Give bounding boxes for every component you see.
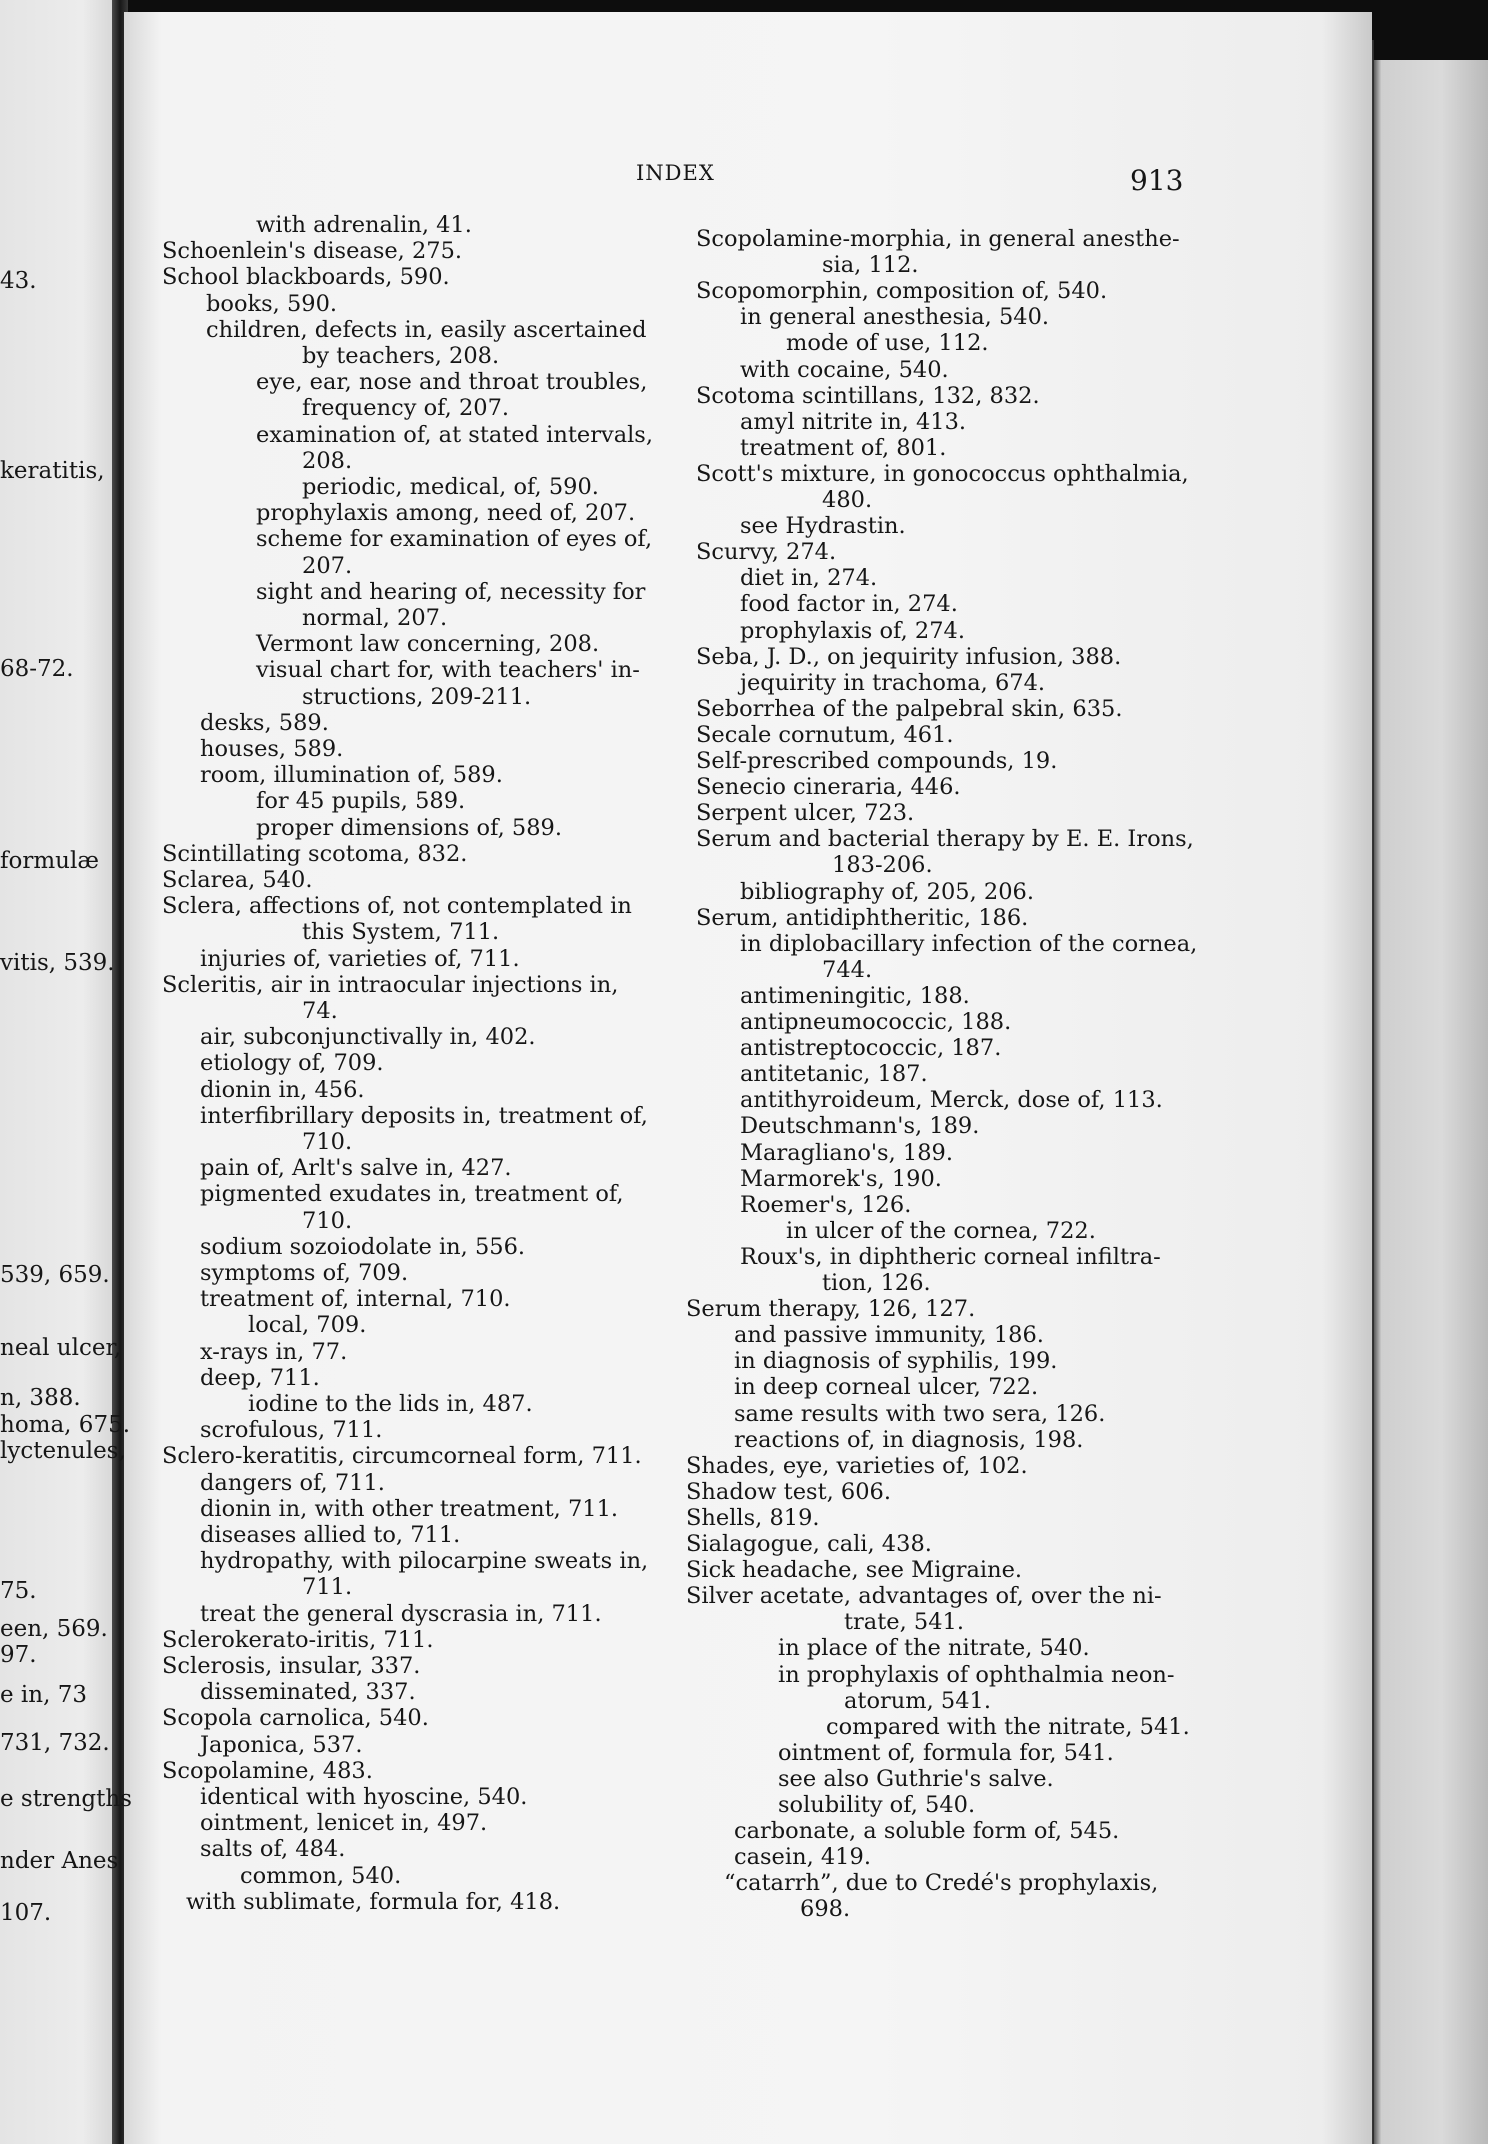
- index-entry: Japonica, 537.: [200, 1731, 363, 1758]
- index-entry: in diplobacillary infection of the cornea,: [740, 930, 1198, 957]
- index-entry: Shells, 819.: [686, 1504, 820, 1531]
- index-entry: by teachers, 208.: [302, 343, 500, 369]
- index-entry: symptoms of, 709.: [200, 1260, 409, 1286]
- prev-page-fragment: een, 569.: [0, 1616, 108, 1642]
- index-entry: Maragliano's, 189.: [740, 1139, 954, 1166]
- prev-page-fragment: 107.: [0, 1900, 52, 1926]
- index-entry: Scotoma scintillans, 132, 832.: [696, 382, 1040, 409]
- index-entry: mode of use, 112.: [786, 330, 989, 357]
- index-entry: dionin in, with other treatment, 711.: [200, 1495, 619, 1522]
- index-entry: children, defects in, easily ascertained: [206, 316, 647, 343]
- index-entry: periodic, medical, of, 590.: [302, 474, 599, 500]
- index-entry: antitetanic, 187.: [740, 1061, 928, 1088]
- index-entry: Sialagogue, cali, 438.: [686, 1531, 932, 1557]
- index-entry: Sclerokerato-iritis, 711.: [162, 1626, 434, 1653]
- running-header: INDEX: [636, 161, 715, 185]
- prev-page-fragment: 68-72.: [0, 656, 74, 682]
- index-entry: ointment, lenicet in, 497.: [200, 1810, 488, 1837]
- index-entry: carbonate, a soluble form of, 545.: [734, 1818, 1120, 1845]
- index-entry: frequency of, 207.: [302, 395, 510, 422]
- index-entry: iodine to the lids in, 487.: [248, 1391, 533, 1417]
- index-entry: ointment of, formula for, 541.: [778, 1739, 1114, 1766]
- index-entry: 74.: [302, 998, 338, 1024]
- index-entry: Deutschmann's, 189.: [740, 1113, 980, 1140]
- index-entry: structions, 209-211.: [302, 683, 532, 710]
- index-entry: 183-206.: [832, 852, 933, 879]
- index-entry: Scott's mixture, in gonococcus ophthalmia,: [696, 460, 1189, 487]
- index-entry: School blackboards, 590.: [162, 264, 450, 291]
- index-entry: houses, 589.: [200, 736, 344, 762]
- index-entry: scrofulous, 711.: [200, 1417, 383, 1444]
- index-entry: normal, 207.: [302, 605, 448, 631]
- index-entry: Scurvy, 274.: [696, 539, 837, 566]
- index-entry: reactions of, in diagnosis, 198.: [734, 1426, 1084, 1453]
- index-entry: Scopolamine, 483.: [162, 1757, 373, 1784]
- index-entry: room, illumination of, 589.: [200, 762, 503, 789]
- index-entry: examination of, at stated intervals,: [256, 421, 654, 448]
- index-entry: Seba, J. D., on jequirity infusion, 388.: [696, 643, 1122, 670]
- index-entry: atorum, 541.: [844, 1687, 991, 1714]
- index-entry: local, 709.: [248, 1312, 367, 1339]
- index-entry: this System, 711.: [302, 919, 500, 946]
- index-entry: same results with two sera, 126.: [734, 1400, 1106, 1427]
- index-entry: Scopola carnolica, 540.: [162, 1705, 429, 1732]
- index-entry: amyl nitrite in, 413.: [740, 408, 967, 435]
- index-entry: desks, 589.: [200, 709, 329, 736]
- index-entry: prophylaxis among, need of, 207.: [256, 500, 636, 527]
- index-entry: Scleritis, air in intraocular injections in,: [162, 971, 619, 998]
- index-entry: dangers of, 711.: [200, 1469, 385, 1496]
- index-entry: Sclera, affections of, not contemplated in: [162, 893, 632, 920]
- index-entry: 208.: [302, 447, 353, 474]
- index-entry: antithyroideum, Merck, dose of, 113.: [740, 1087, 1163, 1114]
- page-number: 913: [1130, 164, 1184, 197]
- index-entry: pain of, Arlt's salve in, 427.: [200, 1155, 512, 1182]
- index-entry: in prophylaxis of ophthalmia neon-: [778, 1661, 1175, 1688]
- index-entry: solubility of, 540.: [778, 1792, 976, 1818]
- prev-page-fragment: lyctenules,: [0, 1438, 126, 1464]
- index-entry: in place of the nitrate, 540.: [778, 1635, 1090, 1662]
- index-entry: injuries of, varieties of, 711.: [200, 945, 520, 972]
- index-entry: salts of, 484.: [200, 1836, 346, 1863]
- index-entry: diet in, 274.: [740, 565, 878, 592]
- prev-page-fragment: homa, 675.: [0, 1412, 131, 1438]
- index-entry: treatment of, internal, 710.: [200, 1286, 511, 1313]
- index-entry: food factor in, 274.: [740, 591, 958, 618]
- index-entry: in general anesthesia, 540.: [740, 304, 1050, 331]
- index-entry: Scopolamine-morphia, in general anesthe-: [696, 226, 1180, 252]
- index-entry: Serpent ulcer, 723.: [696, 800, 915, 827]
- index-entry: treatment of, 801.: [740, 434, 947, 461]
- index-entry: visual chart for, with teachers' in-: [256, 657, 640, 684]
- prev-page-fragment: keratitis,: [0, 458, 105, 484]
- index-entry: common, 540.: [240, 1862, 402, 1889]
- index-entry: in deep corneal ulcer, 722.: [734, 1374, 1039, 1401]
- index-entry: 710.: [302, 1129, 353, 1155]
- index-entry: air, subconjunctivally in, 402.: [200, 1024, 536, 1051]
- index-entry: Self-prescribed compounds, 19.: [696, 748, 1058, 774]
- index-entry: antipneumococcic, 188.: [740, 1009, 1012, 1035]
- index-entry: hydropathy, with pilocarpine sweats in,: [200, 1548, 649, 1575]
- prev-page-fragment: 75.: [0, 1578, 37, 1604]
- index-entry: with cocaine, 540.: [740, 356, 949, 383]
- index-entry: in diagnosis of syphilis, 199.: [734, 1348, 1058, 1375]
- index-entry: see also Guthrie's salve.: [778, 1765, 1054, 1792]
- index-entry: Marmorek's, 190.: [740, 1165, 942, 1192]
- index-entry: “catarrh”, due to Credé's prophylaxis,: [724, 1870, 1159, 1897]
- index-entry: diseases allied to, 711.: [200, 1522, 461, 1548]
- index-entry: treat the general dyscrasia in, 711.: [200, 1600, 602, 1627]
- index-entry: books, 590.: [206, 290, 338, 317]
- index-entry: 207.: [302, 552, 353, 579]
- index-entry: dionin in, 456.: [200, 1076, 365, 1103]
- prev-page-fragment: 731, 732.: [0, 1730, 110, 1756]
- index-entry: casein, 419.: [734, 1844, 871, 1871]
- index-entry: 711.: [302, 1574, 353, 1601]
- prev-page-fragment: 539, 659.: [0, 1262, 110, 1288]
- index-entry: Sick headache, see Migraine.: [686, 1557, 1023, 1584]
- index-entry: prophylaxis of, 274.: [740, 617, 965, 644]
- index-entry: Sclarea, 540.: [162, 867, 313, 893]
- index-entry: sight and hearing of, necessity for: [256, 578, 646, 605]
- index-entry: in ulcer of the cornea, 722.: [786, 1217, 1096, 1244]
- index-entry: Roux's, in diphtheric corneal infiltra-: [740, 1243, 1161, 1270]
- index-entry: sodium sozoiodolate in, 556.: [200, 1233, 526, 1260]
- prev-page-fragment: 97.: [0, 1642, 37, 1668]
- index-entry: Scopomorphin, composition of, 540.: [696, 278, 1108, 305]
- index-entry: interfibrillary deposits in, treatment of,: [200, 1102, 648, 1129]
- index-entry: Sclerosis, insular, 337.: [162, 1653, 421, 1679]
- index-entry: Roemer's, 126.: [740, 1191, 912, 1218]
- index-entry: antimeningitic, 188.: [740, 982, 970, 1009]
- index-entry: etiology of, 709.: [200, 1050, 384, 1077]
- prev-page-fragment: 43.: [0, 268, 37, 294]
- previous-page-edge: [0, 0, 118, 2144]
- index-entry: Serum, antidiphtheritic, 186.: [696, 904, 1029, 931]
- index-entry: Schoenlein's disease, 275.: [162, 238, 463, 265]
- index-entry: Seborrhea of the palpebral skin, 635.: [696, 695, 1123, 722]
- prev-page-fragment: n, 388.: [0, 1385, 81, 1411]
- index-entry: Scintillating scotoma, 832.: [162, 840, 468, 867]
- index-entry: with adrenalin, 41.: [256, 212, 472, 238]
- index-entry: 480.: [822, 487, 873, 513]
- index-entry: 698.: [800, 1896, 851, 1923]
- index-entry: Serum therapy, 126, 127.: [686, 1296, 976, 1323]
- index-entry: trate, 541.: [844, 1609, 964, 1636]
- index-entry: jequirity in trachoma, 674.: [740, 669, 1046, 696]
- index-entry: with sublimate, formula for, 418.: [186, 1888, 561, 1915]
- prev-page-fragment: formulæ: [0, 848, 99, 874]
- index-entry: pigmented exudates in, treatment of,: [200, 1181, 624, 1208]
- index-entry: scheme for examination of eyes of,: [256, 526, 653, 553]
- index-entry: proper dimensions of, 589.: [256, 814, 563, 841]
- index-entry: Sclero-keratitis, circumcorneal form, 711.: [162, 1443, 642, 1470]
- index-entry: x-rays in, 77.: [200, 1338, 348, 1365]
- index-entry: disseminated, 337.: [200, 1679, 416, 1706]
- prev-page-fragment: e strengths: [0, 1786, 132, 1812]
- index-entry: Silver acetate, advantages of, over the ni-: [686, 1583, 1162, 1610]
- prev-page-fragment: neal ulcer,: [0, 1335, 122, 1361]
- index-entry: antistreptococcic, 187.: [740, 1035, 1002, 1062]
- index-entry: tion, 126.: [822, 1270, 931, 1296]
- prev-page-fragment: vitis, 539.: [0, 950, 115, 976]
- index-entry: see Hydrastin.: [740, 513, 906, 540]
- index-entry: Serum and bacterial therapy by E. E. Irons,: [696, 826, 1194, 853]
- index-entry: and passive immunity, 186.: [734, 1322, 1044, 1349]
- index-entry: Vermont law concerning, 208.: [256, 631, 600, 658]
- index-entry: 744.: [822, 956, 873, 983]
- index-entry: identical with hyoscine, 540.: [200, 1784, 528, 1810]
- prev-page-fragment: nder Anes: [0, 1848, 119, 1874]
- index-entry: deep, 711.: [200, 1364, 320, 1391]
- index-entry: eye, ear, nose and throat troubles,: [256, 369, 648, 396]
- prev-page-fragment: e in, 73: [0, 1682, 87, 1708]
- index-entry: 710.: [302, 1207, 353, 1234]
- right-book-edge: [1372, 60, 1488, 2144]
- index-entry: for 45 pupils, 589.: [256, 788, 466, 815]
- index-entry: Secale cornutum, 461.: [696, 721, 954, 748]
- index-entry: bibliography of, 205, 206.: [740, 878, 1034, 905]
- index-entry: compared with the nitrate, 541.: [826, 1713, 1190, 1740]
- index-entry: Senecio cineraria, 446.: [696, 774, 961, 801]
- index-entry: sia, 112.: [822, 252, 919, 279]
- index-entry: Shades, eye, varieties of, 102.: [686, 1452, 1028, 1479]
- index-entry: Shadow test, 606.: [686, 1478, 892, 1505]
